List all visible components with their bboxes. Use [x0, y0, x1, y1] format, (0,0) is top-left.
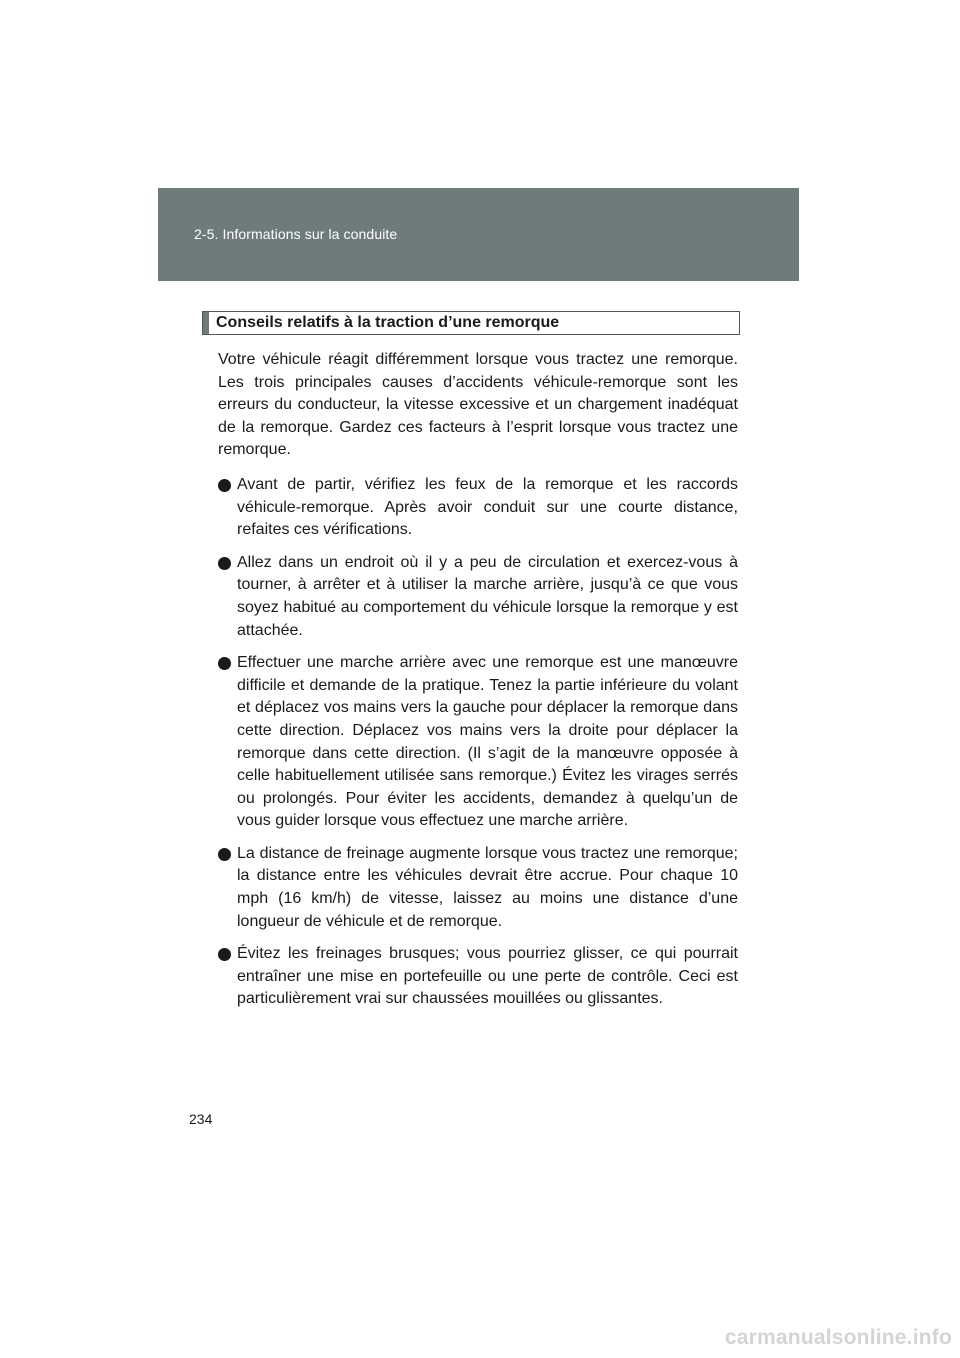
- watermark: carmanualsonline.info: [724, 1326, 952, 1349]
- list-item-text: Avant de partir, vérifiez les feux de la remorque et les raccords véhicule-remorque. Après avoir conduit sur une courte distance, refaites ces vérifications.: [237, 475, 738, 539]
- page-number: 234: [189, 1111, 213, 1127]
- tips-list: [218, 474, 738, 1011]
- intro-paragraph: Votre véhicule réagit différemment lorsque vous tractez une remorque. Les trois principales causes d’accidents véhicule-remorque sont les erreurs du conducteur, la vitesse excessive et un chargement inadéquat de la remorque. Gardez ces facteurs à l’esprit lorsque vous tractez une remorque.: [218, 351, 738, 459]
- list-item: [218, 652, 738, 833]
- list-item-text: Effectuer une marche arrière avec une remorque est une manœuvre difficile et demande de la pratique. Tenez la partie inférieure du volant et déplacez vos mains vers la gauche pour déplacer la remorque dans cette direction. Déplacez vos mains vers la droite pour déplacer la remorque dans cette direction. (Il s’agit de la manœuvre opposée à celle habituellement utilisée sans remorque.) Évitez les virages serrés ou prolongés. Pour éviter les accidents, demandez à quelqu’un de vous guider lorsque vous effectuez une marche arrière.: [237, 654, 738, 830]
- list-item-text: Évitez les freinages brusques; vous pourriez glisser, ce qui pourrait entraîner une mise en portefeuille ou une perte de contrôle. Ceci est particulièrement vrai sur chaussées mouillées ou glissantes.: [237, 945, 738, 1008]
- chapter-header-band: [158, 188, 799, 281]
- list-item-text: La distance de freinage augmente lorsque vous tractez une remorque; la distance entre les véhicules devrait être accrue. Pour chaque 10 mph (16 km/h) de vitesse, laissez au moins une distance d’une longueur de véhicule et de remorque.: [237, 844, 738, 930]
- breadcrumb: 2-5. Informations sur la conduite: [194, 226, 398, 242]
- heading-accent-bar: [203, 312, 209, 334]
- list-item: [218, 843, 738, 933]
- list-item: [218, 943, 738, 1011]
- section-body: [218, 349, 738, 1011]
- list-item: [218, 552, 738, 642]
- bullet-dot-icon: [218, 848, 231, 861]
- list-item-text: Allez dans un endroit où il y a peu de circulation et exercez-vous à tourner, à arrêter et à utiliser la marche arrière, jusqu’à ce que vous soyez habitué au comportement du véhicule lorsque la remorque y est attachée.: [237, 553, 738, 639]
- bullet-dot-icon: [218, 557, 231, 570]
- list-item: [218, 474, 738, 542]
- bullet-dot-icon: [218, 479, 231, 492]
- section-heading-box: [202, 311, 740, 335]
- section-title: Conseils relatifs à la traction d’une remorque: [216, 314, 560, 331]
- bullet-dot-icon: [218, 948, 231, 961]
- bullet-dot-icon: [218, 657, 231, 670]
